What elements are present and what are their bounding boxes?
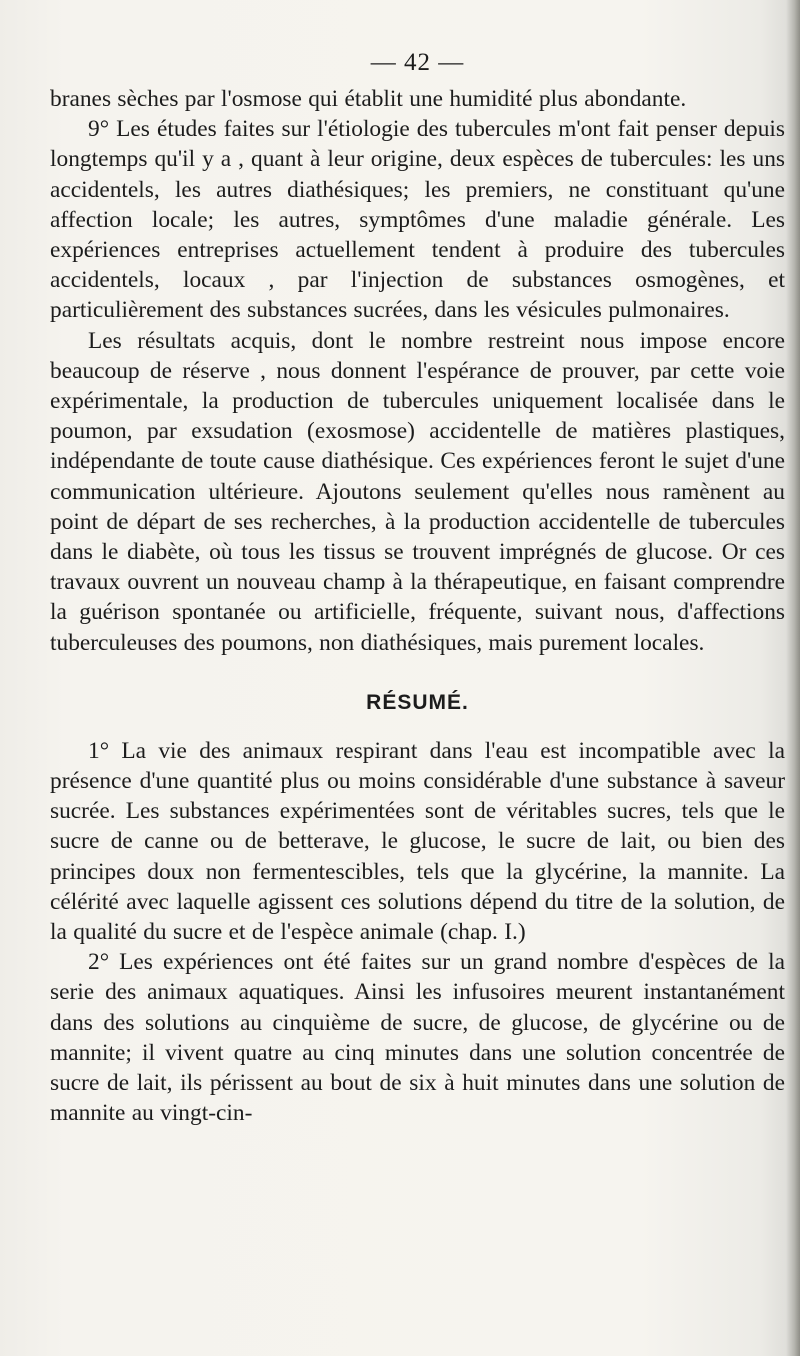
paragraph-summary-1: 1° La vie des animaux respirant dans l'eau est incompatible avec la présence d'une quantité plus ou moins considérable d'une substance à saveur sucrée. Les substances expérimentées sont de véritables sucres, tels que le sucre de canne ou de betterave, le glucose, le sucre de lait, ou bien des principes doux non fermentescibles, tels que la glycérine, la mannite. La célérité avec laquelle agissent ces solutions dépend du titre de la solution, de la qualité du sucre et de l'espèce animale (chap. I.) [50, 737, 785, 946]
paragraph-item-9: 9° Les études faites sur l'étiologie des tubercules m'ont fait penser depuis longtemps qu'il y a , quant à leur origine, deux espèces de tubercules: les uns accidentels, les autres diathésiques; les premiers, ne constituant qu'une affection locale; les autres, symptômes d'une maladie générale. Les expériences entreprises actuellement tendent à produire des tubercules accidentels, locaux , par l'injection de substances osmogènes, et particulièrement des substances sucrées, dans les vésicules pulmonaires. [50, 116, 785, 324]
paragraph-results: Les résultats acquis, dont le nombre restreint nous impose encore beaucoup de réserve , nous donnent l'espérance de prouver, par cette voie expérimentale, la production de tubercules uniquement localisée dans le poumon, par exsudation (exosmose) accidentelle de matières plastiques, indépendante de toute cause diathésique. Ces expériences feront le sujet d'une communication ultérieure. Ajoutons seulement qu'elles nous ramènent au point de départ de ses recherches, à la production accidentelle de tubercules dans le diabète, où tous les tissus se trouvent imprégnés de glucose. Or ces travaux ouvrent un nouveau champ à la thérapeutique, en faisant comprendre la guérison spontanée ou artificielle, fréquente, suivant nous, d'affections tuberculeuses des poumons, non diathésiques, mais purement locales. [50, 327, 785, 656]
section-heading-resume: RÉSUMÉ. [366, 690, 469, 714]
page-number: — 42 — [370, 49, 465, 76]
paragraph-summary-2: 2° Les expériences ont été faites sur un grand nombre d'espèces de la serie des animaux aquatiques. Ainsi les infusoires meurent instantanément dans des solutions au cinquième de sucre, de glucose, de glycérine ou de mannite; il vivent quatre au cinq minutes dans une solution concentrée de sucre de lait, ils périssent au bout de six à huit minutes dans une solution de mannite au vingt-cin- [50, 949, 785, 1127]
page-edge-shadow [786, 0, 800, 1356]
text-block [50, 48, 785, 1129]
paragraph-continuation: branes sèches par l'osmose qui établit une humidité plus abondante. [50, 86, 687, 112]
